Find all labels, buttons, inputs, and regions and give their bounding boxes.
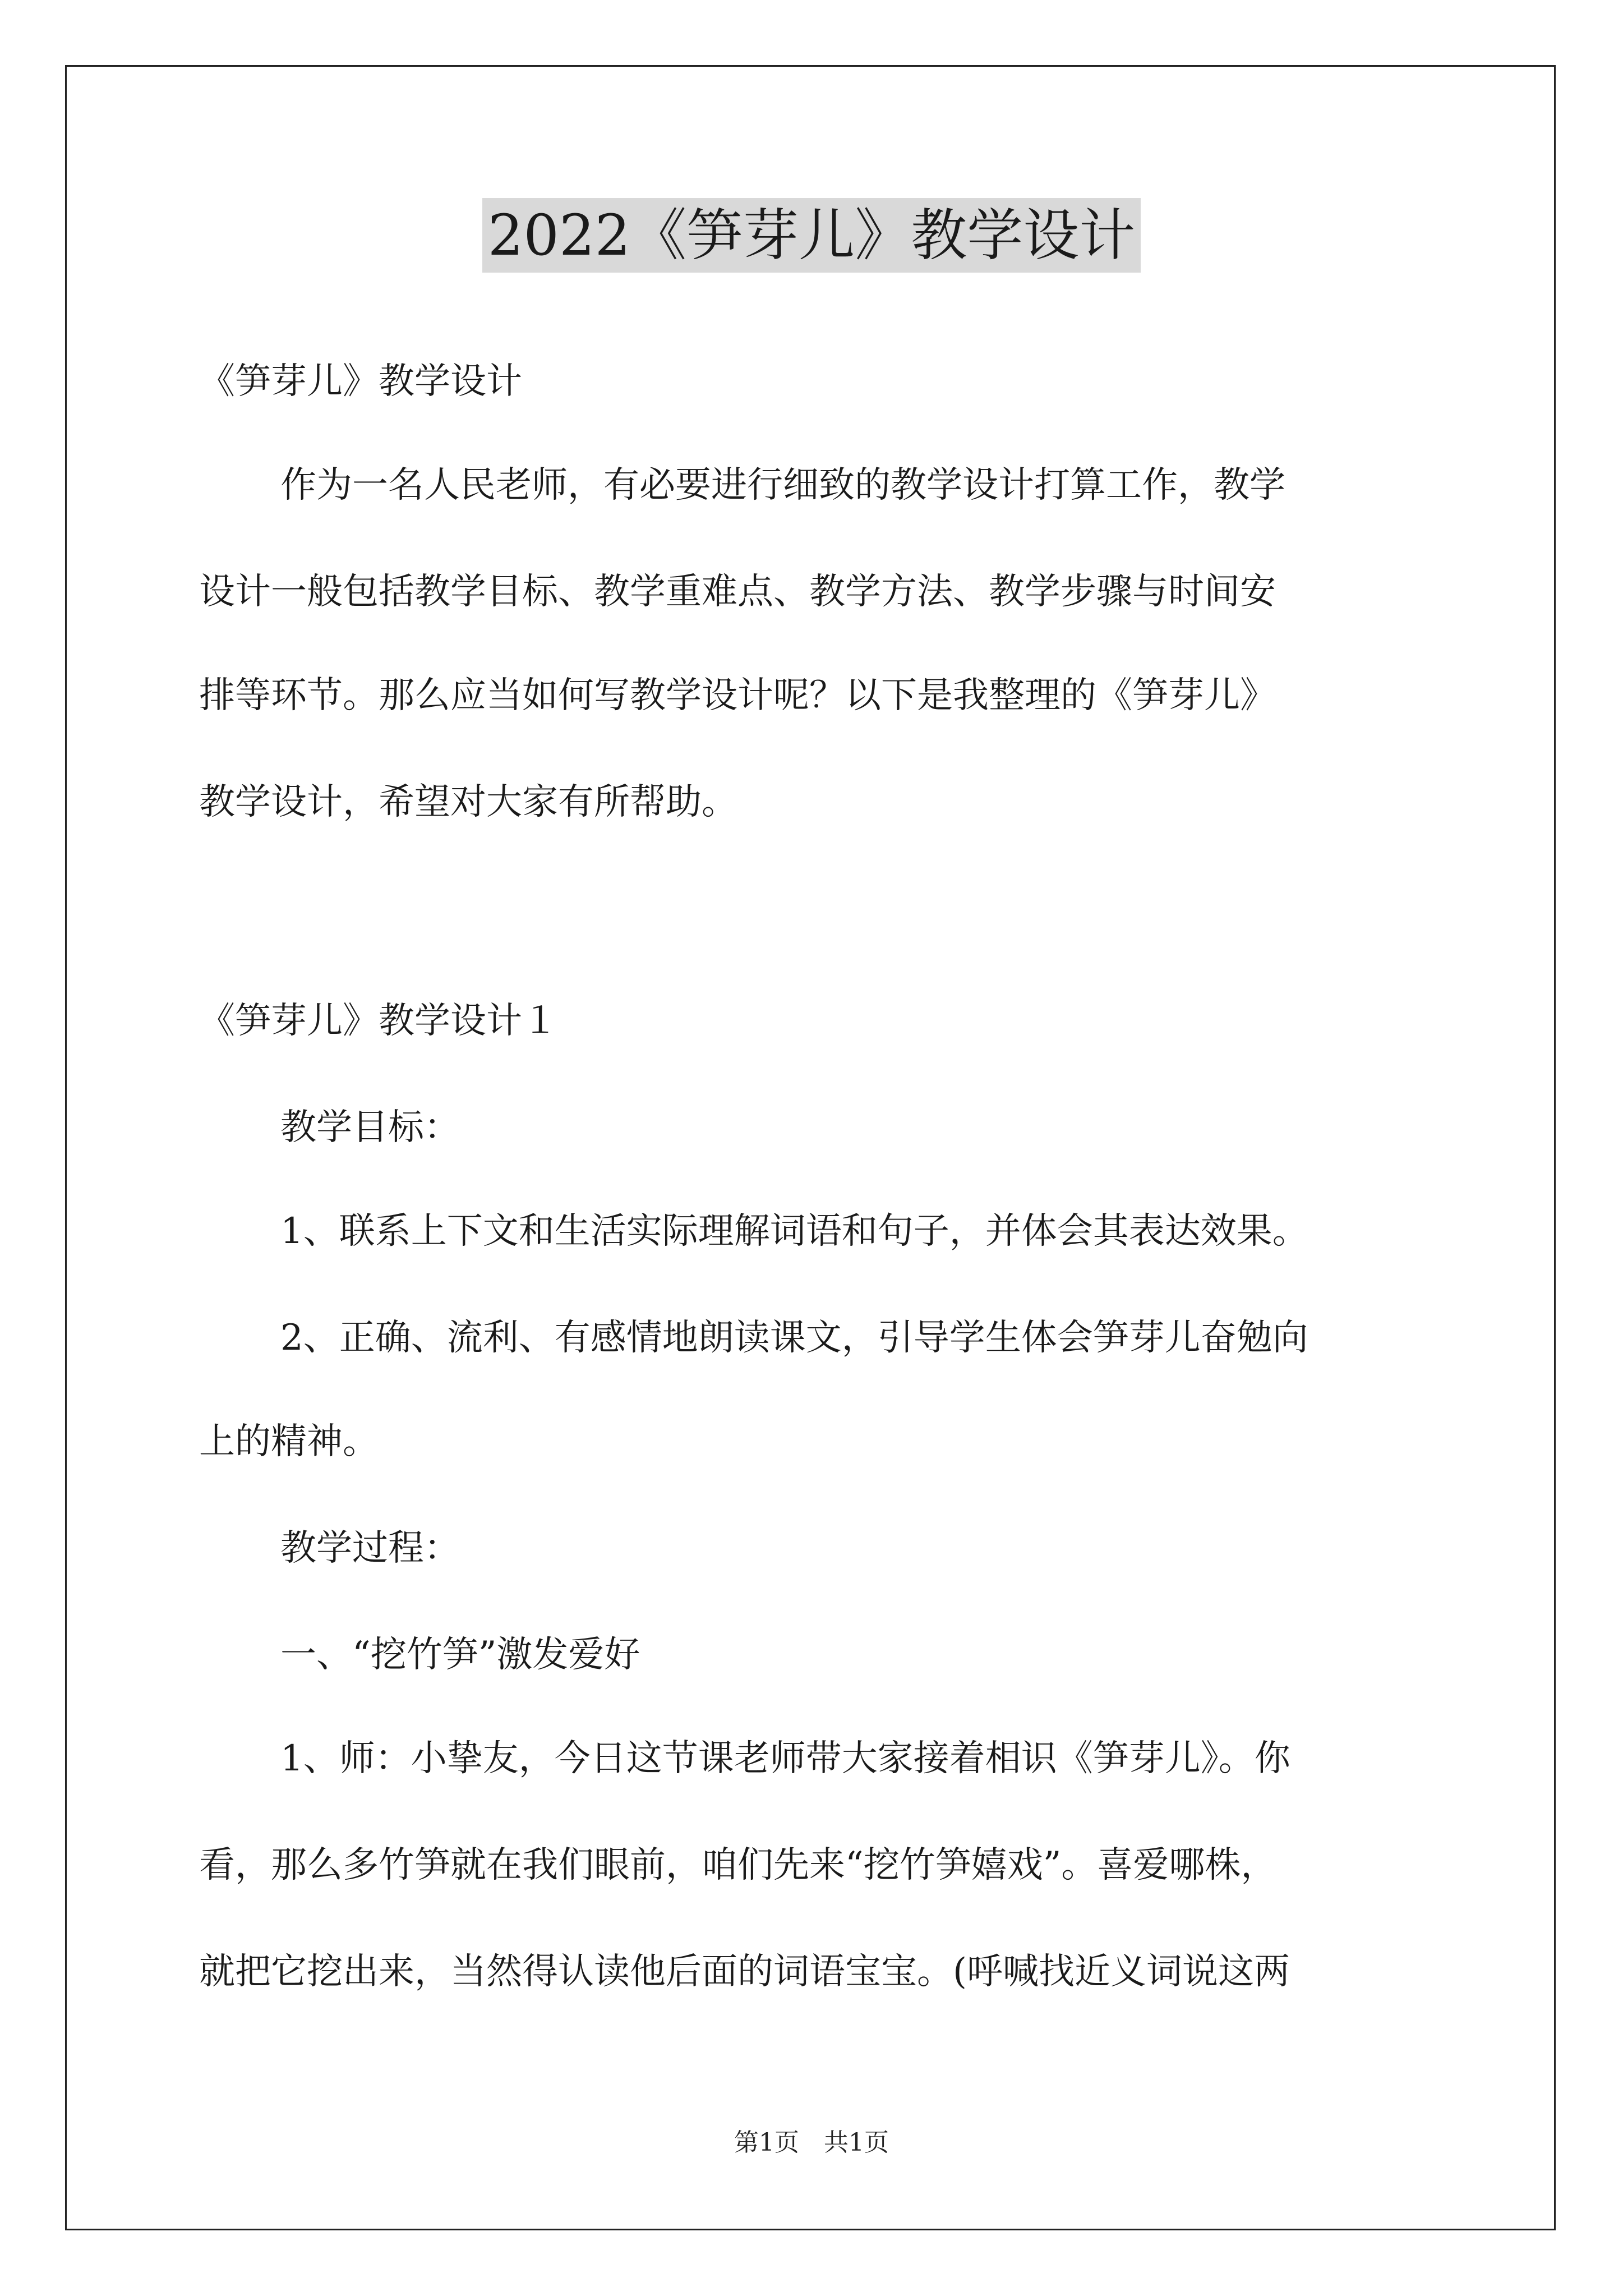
step-1-line-3: 就把它挖出来，当然得认读他后面的词语宝宝。(呼喊找近义词说这两 — [199, 1951, 1290, 1993]
intro-line-4: 教学设计，希望对大家有所帮助。 — [199, 781, 737, 823]
goals-heading: 教学目标： — [280, 1107, 460, 1148]
intro-line-2: 设计一般包括教学目标、教学重难点、教学方法、教学步骤与时间安 — [199, 571, 1276, 613]
document-title-text: 2022《笋芽儿》教学设计 — [482, 198, 1141, 273]
step-1-line-1: 1、师：小挚友，今日这节课老师带大家接着相识《笋芽儿》。你 — [280, 1738, 1290, 1779]
document-title — [0, 196, 1623, 275]
goal-2-line-1: 2、正确、流利、有感情地朗读课文，引导学生体会笋芽儿奋勉向 — [280, 1317, 1308, 1359]
process-heading: 教学过程： — [280, 1527, 460, 1569]
goal-2-line-2: 上的精神。 — [199, 1421, 379, 1462]
step-1-line-2: 看，那么多竹笋就在我们眼前，咱们先来“挖竹笋嬉戏”。喜爱哪株， — [199, 1844, 1277, 1886]
section-heading: 《笋芽儿》教学设计１ — [199, 1000, 558, 1042]
intro-line-3: 排等环节。那么应当如何写教学设计呢？以下是我整理的《笋芽儿》 — [199, 675, 1276, 716]
goal-1: 1、联系上下文和生活实际理解词语和句子，并体会其表达效果。 — [280, 1211, 1308, 1252]
step-1-heading: 一、“挖竹笋”激发爱好 — [280, 1634, 640, 1676]
page-footer: 第1页 共1页 — [734, 2128, 889, 2157]
document-subtitle: 《笋芽儿》教学设计 — [199, 361, 522, 402]
intro-line-1: 作为一名人民老师，有必要进行细致的教学设计打算工作，教学 — [280, 464, 1285, 506]
